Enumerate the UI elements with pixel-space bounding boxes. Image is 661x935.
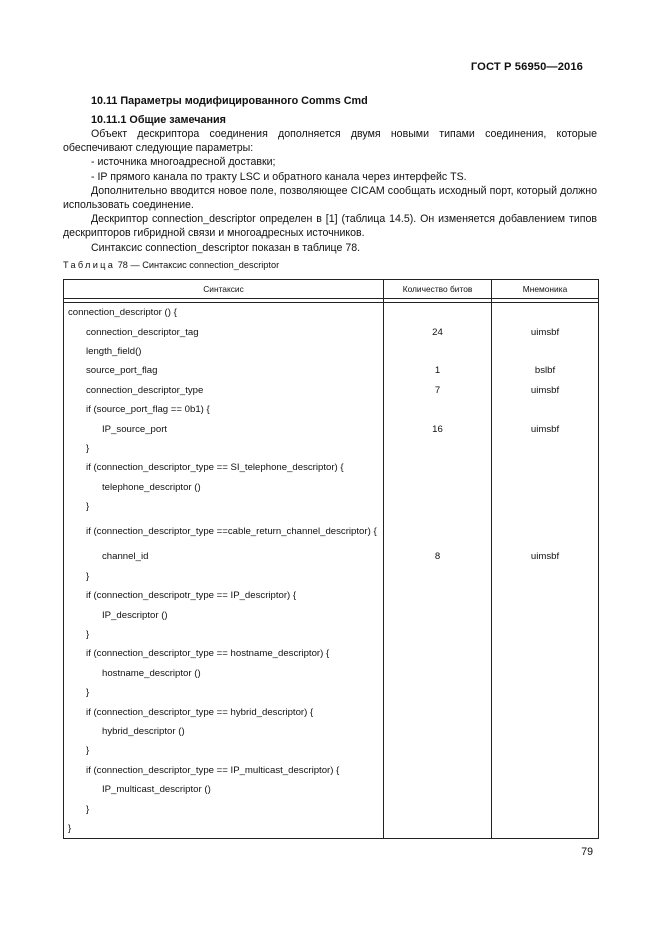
mnemonic-cell bbox=[492, 664, 599, 683]
table-row bbox=[64, 722, 599, 741]
mnemonic-cell bbox=[492, 478, 599, 497]
syntax-cell: IP_descriptor () bbox=[64, 605, 384, 624]
section-title: 10.11 Параметры модифицированного Comms Cmd bbox=[91, 95, 368, 107]
syntax-cell: if (connection_descriptor_type ==cable_return_channel_descriptor) { bbox=[64, 516, 384, 547]
bits-cell bbox=[384, 722, 492, 741]
syntax-cell: } bbox=[64, 625, 384, 644]
mnemonic-cell: uimsbf bbox=[492, 547, 599, 566]
mnemonic-cell bbox=[492, 683, 599, 702]
bits-cell bbox=[384, 605, 492, 624]
list-item: - IP прямого канала по тракту LSC и обратного канала через интерфейс TS. bbox=[91, 170, 467, 183]
bits-cell bbox=[384, 625, 492, 644]
table-row bbox=[64, 458, 599, 477]
bits-cell: 7 bbox=[384, 381, 492, 400]
mnemonic-cell bbox=[492, 439, 599, 458]
syntax-table bbox=[63, 279, 599, 839]
syntax-cell: connection_descriptor () { bbox=[64, 303, 384, 323]
paragraph: Дополнительно вводится новое поле, позволяющее CICAM сообщать исходный порт, который должно использовать соединение. bbox=[63, 184, 597, 212]
body-text bbox=[63, 127, 597, 255]
table-row bbox=[64, 381, 599, 400]
syntax-cell: source_port_flag bbox=[64, 361, 384, 380]
mnemonic-cell bbox=[492, 702, 599, 721]
mnemonic-cell bbox=[492, 722, 599, 741]
syntax-cell: connection_descriptor_type bbox=[64, 381, 384, 400]
syntax-cell: } bbox=[64, 683, 384, 702]
mnemonic-cell: bslbf bbox=[492, 361, 599, 380]
table-row bbox=[64, 567, 599, 586]
bits-cell bbox=[384, 761, 492, 780]
mnemonic-cell bbox=[492, 516, 599, 547]
mnemonic-cell bbox=[492, 586, 599, 605]
syntax-table-body bbox=[64, 303, 599, 839]
table-row bbox=[64, 702, 599, 721]
standard-id: ГОСТ Р 56950—2016 bbox=[470, 61, 583, 73]
subsection-title: 10.11.1 Общие замечания bbox=[91, 114, 226, 126]
table-row bbox=[64, 497, 599, 516]
bits-cell bbox=[384, 303, 492, 323]
mnemonic-cell bbox=[492, 780, 599, 799]
syntax-cell: if (source_port_flag == 0b1) { bbox=[64, 400, 384, 419]
mnemonic-cell bbox=[492, 458, 599, 477]
syntax-cell: length_field() bbox=[64, 342, 384, 361]
bits-cell bbox=[384, 439, 492, 458]
bits-cell bbox=[384, 683, 492, 702]
syntax-cell: if (connection_descripotr_type == IP_descriptor) { bbox=[64, 586, 384, 605]
column-header-syntax: Синтаксис bbox=[64, 280, 384, 299]
bits-cell bbox=[384, 478, 492, 497]
table-row bbox=[64, 478, 599, 497]
table-header-row bbox=[64, 280, 599, 299]
table-row bbox=[64, 605, 599, 624]
mnemonic-cell bbox=[492, 567, 599, 586]
list-item: - источника многоадресной доставки; bbox=[91, 156, 276, 169]
bits-cell bbox=[384, 458, 492, 477]
mnemonic-cell: uimsbf bbox=[492, 419, 599, 438]
bits-cell bbox=[384, 702, 492, 721]
syntax-cell: if (connection_descriptor_type == IP_multicast_descriptor) { bbox=[64, 761, 384, 780]
syntax-cell: } bbox=[64, 567, 384, 586]
syntax-cell: if (connection_descriptor_type == SI_telephone_descriptor) { bbox=[64, 458, 384, 477]
bits-cell bbox=[384, 342, 492, 361]
table-row bbox=[64, 741, 599, 760]
syntax-cell: hybrid_descriptor () bbox=[64, 722, 384, 741]
bits-cell: 1 bbox=[384, 361, 492, 380]
table-caption-text: 78 — Синтаксис connection_descriptor bbox=[117, 260, 280, 270]
table-row bbox=[64, 819, 599, 839]
table-row bbox=[64, 586, 599, 605]
bits-cell bbox=[384, 497, 492, 516]
syntax-cell: telephone_descriptor () bbox=[64, 478, 384, 497]
mnemonic-cell bbox=[492, 400, 599, 419]
syntax-cell: } bbox=[64, 741, 384, 760]
paragraph: Объект дескриптора соединения дополняется двумя новыми типами соединения, которые обеспечивают следующие параметры: bbox=[63, 128, 597, 155]
syntax-cell: } bbox=[64, 819, 384, 839]
syntax-cell: IP_multicast_descriptor () bbox=[64, 780, 384, 799]
table-row bbox=[64, 439, 599, 458]
syntax-cell: channel_id bbox=[64, 547, 384, 566]
bits-cell bbox=[384, 819, 492, 839]
syntax-cell: } bbox=[64, 799, 384, 818]
mnemonic-cell bbox=[492, 799, 599, 818]
mnemonic-cell bbox=[492, 497, 599, 516]
column-header-mnemonic: Мнемоника bbox=[492, 280, 599, 299]
table-row bbox=[64, 419, 599, 438]
syntax-cell: if (connection_descriptor_type == hybrid_descriptor) { bbox=[64, 702, 384, 721]
table-row bbox=[64, 547, 599, 566]
bits-cell: 8 bbox=[384, 547, 492, 566]
mnemonic-cell: uimsbf bbox=[492, 322, 599, 341]
table-row bbox=[64, 303, 599, 323]
mnemonic-cell bbox=[492, 625, 599, 644]
table-row bbox=[64, 625, 599, 644]
bits-cell bbox=[384, 516, 492, 547]
table-caption-label: Таблица bbox=[63, 260, 116, 270]
bits-cell: 24 bbox=[384, 322, 492, 341]
table-row bbox=[64, 516, 599, 547]
table-row bbox=[64, 400, 599, 419]
syntax-cell: if (connection_descriptor_type == hostname_descriptor) { bbox=[64, 644, 384, 663]
bits-cell bbox=[384, 664, 492, 683]
table-row bbox=[64, 761, 599, 780]
syntax-cell: } bbox=[64, 439, 384, 458]
mnemonic-cell bbox=[492, 741, 599, 760]
syntax-cell: IP_source_port bbox=[64, 419, 384, 438]
table-caption bbox=[63, 260, 279, 270]
mnemonic-cell bbox=[492, 342, 599, 361]
table-row bbox=[64, 322, 599, 341]
mnemonic-cell bbox=[492, 605, 599, 624]
syntax-cell: connection_descriptor_tag bbox=[64, 322, 384, 341]
mnemonic-cell bbox=[492, 761, 599, 780]
mnemonic-cell bbox=[492, 644, 599, 663]
table-row bbox=[64, 361, 599, 380]
bits-cell bbox=[384, 400, 492, 419]
table-row bbox=[64, 644, 599, 663]
bits-cell bbox=[384, 741, 492, 760]
mnemonic-cell: uimsbf bbox=[492, 381, 599, 400]
bits-cell bbox=[384, 799, 492, 818]
syntax-cell: hostname_descriptor () bbox=[64, 664, 384, 683]
page-number: 79 bbox=[581, 846, 593, 858]
bits-cell bbox=[384, 586, 492, 605]
table-row bbox=[64, 664, 599, 683]
table-row bbox=[64, 683, 599, 702]
mnemonic-cell bbox=[492, 303, 599, 323]
column-header-bits: Количество битов bbox=[384, 280, 492, 299]
syntax-cell: } bbox=[64, 497, 384, 516]
bits-cell bbox=[384, 780, 492, 799]
table-row bbox=[64, 799, 599, 818]
bits-cell bbox=[384, 644, 492, 663]
bits-cell bbox=[384, 567, 492, 586]
table-row bbox=[64, 342, 599, 361]
bits-cell: 16 bbox=[384, 419, 492, 438]
mnemonic-cell bbox=[492, 819, 599, 839]
paragraph: Синтаксис connection_descriptor показан в таблице 78. bbox=[91, 241, 361, 254]
table-row bbox=[64, 780, 599, 799]
paragraph: Дескриптор connection_descriptor определен в [1] (таблица 14.5). Он изменяется добавлением типов дескрипторов гибридной связи и многоадресных источников. bbox=[63, 213, 597, 240]
